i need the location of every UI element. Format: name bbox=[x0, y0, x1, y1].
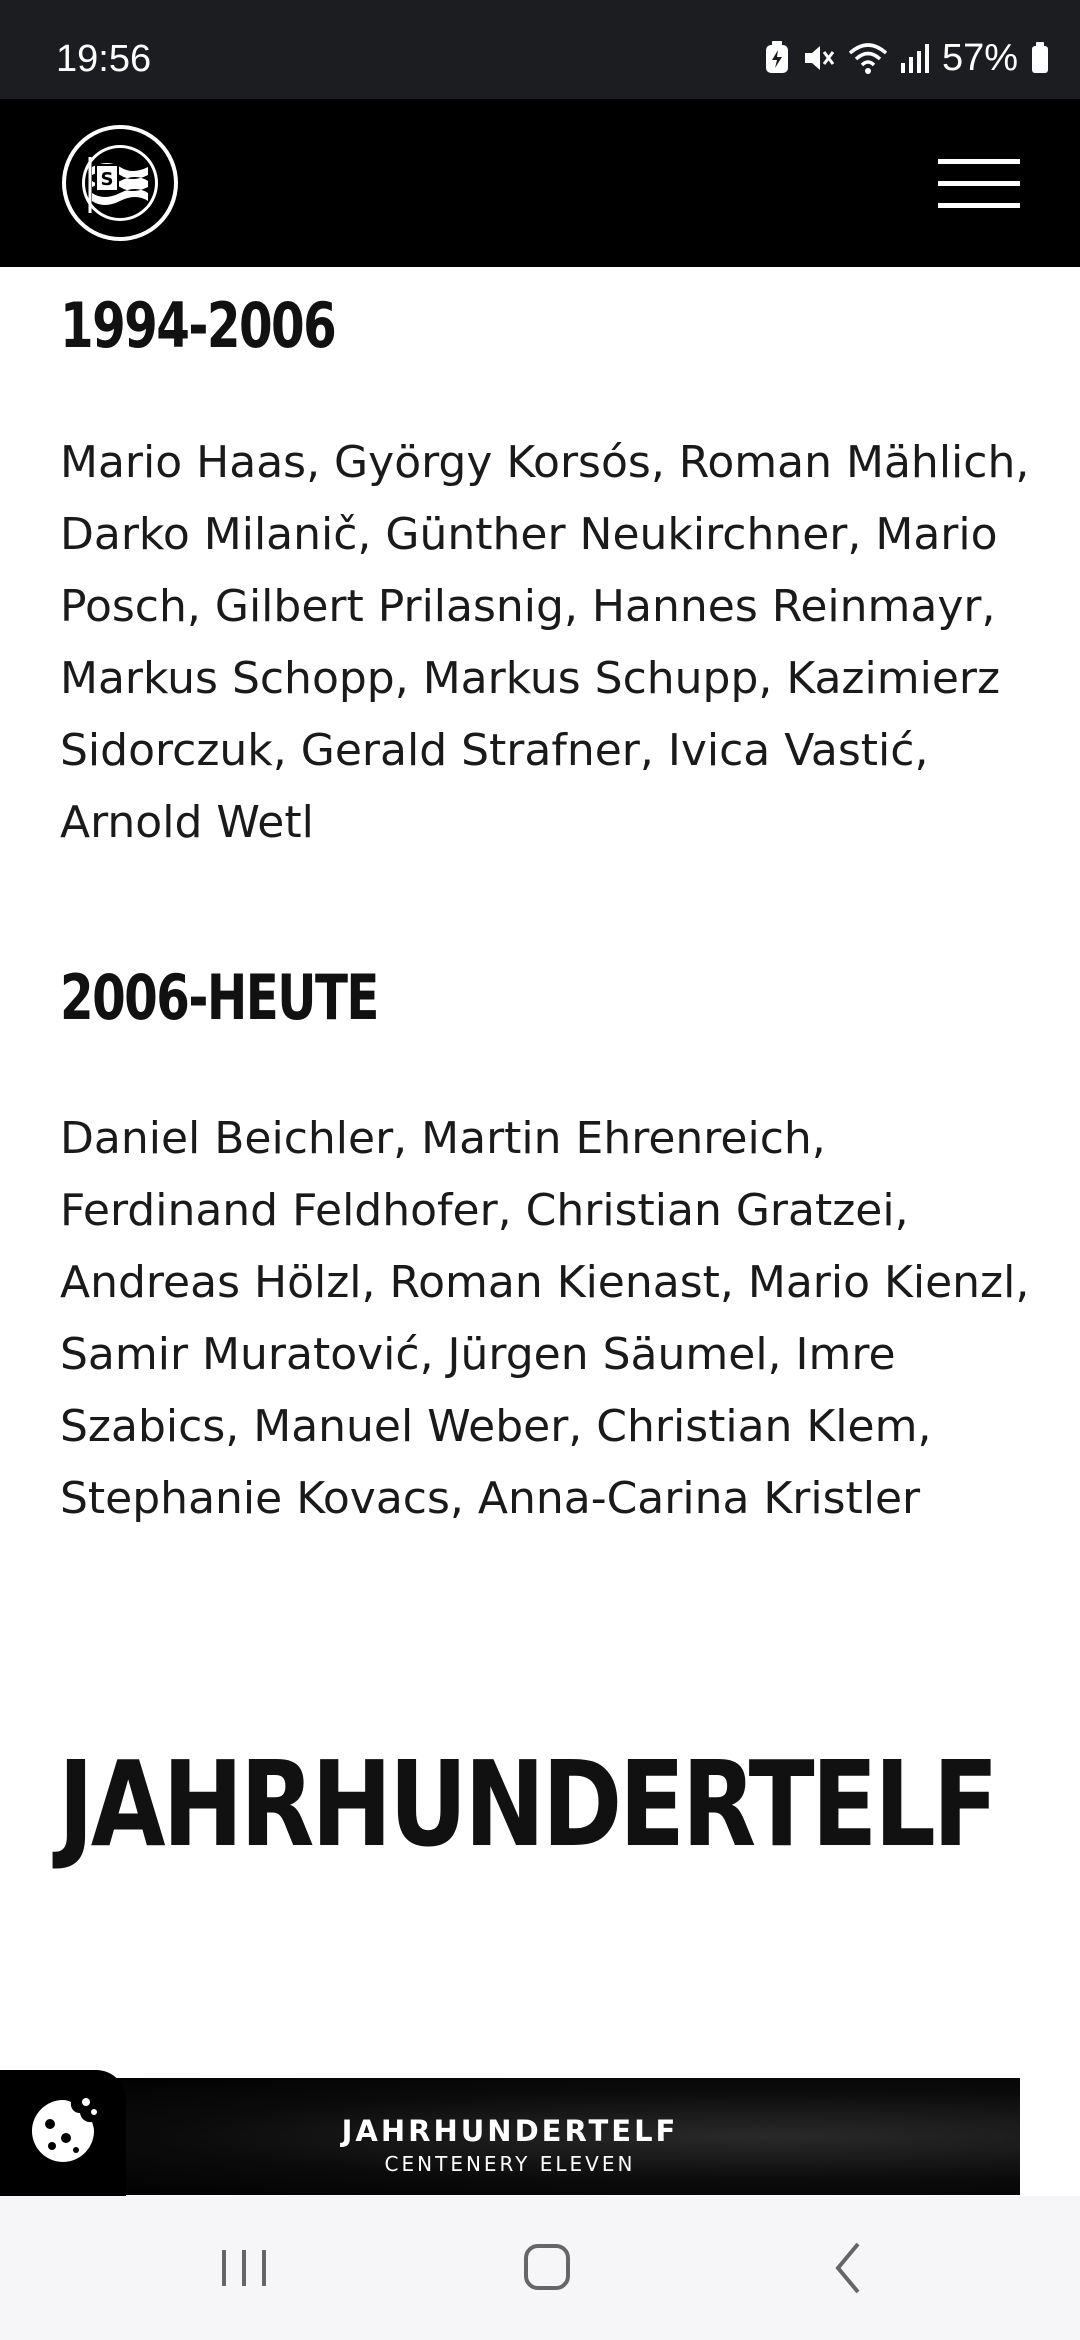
section-heading-2006-heute: 2006-HEUTE bbox=[60, 961, 378, 1034]
main-content bbox=[0, 267, 1080, 2077]
cookie-icon bbox=[26, 2094, 100, 2168]
mute-icon bbox=[802, 41, 836, 75]
players-list-1994-2006: Mario Haas, György Korsós, Roman Mählich, Darko Milanič, Günther Neukirchner, Mario Posch, Gilbert Prilasnig, Hannes Reinmayr, Markus Schopp, Markus Schupp, Kazimierz Sidorczuk, Gerald Strafner, Ivica Vastić, Arnold Wetl bbox=[60, 437, 1030, 848]
page-section-title: JAHRHUNDERTELF bbox=[58, 1735, 996, 1873]
players-list-2006-heute: Daniel Beichler, Martin Ehrenreich, Ferdinand Feldhofer, Christian Gratzei, Andreas Hölzl, Roman Kienast, Mario Kienzl, Samir Muratović, Jürgen Säumel, Imre Szabics, Manuel Weber, Christian Klem, Stephanie Kovacs, Anna-Carina Kristler bbox=[60, 1113, 1030, 1524]
battery-percentage: 57% bbox=[941, 36, 1018, 79]
battery-icon bbox=[1030, 41, 1050, 75]
recent-apps-icon bbox=[204, 2236, 284, 2300]
recent-apps-button[interactable] bbox=[204, 2236, 284, 2300]
wifi-icon bbox=[848, 41, 888, 75]
home-button[interactable] bbox=[506, 2236, 586, 2300]
cookie-settings-button[interactable] bbox=[0, 2070, 126, 2197]
back-button[interactable] bbox=[808, 2236, 888, 2300]
jahrhundertelf-banner[interactable] bbox=[0, 2078, 1020, 2195]
status-icons bbox=[764, 36, 1050, 80]
sturm-graz-crest-icon bbox=[60, 123, 180, 243]
club-logo[interactable] bbox=[60, 123, 180, 243]
menu-line bbox=[938, 203, 1020, 208]
banner-title: JAHRHUNDERTELF bbox=[341, 2114, 679, 2148]
signal-icon bbox=[900, 41, 930, 75]
battery-saver-icon bbox=[764, 41, 790, 75]
svg-text:S: S bbox=[100, 169, 114, 190]
home-icon bbox=[506, 2236, 586, 2300]
status-time: 19:56 bbox=[56, 38, 152, 80]
hamburger-menu-button[interactable] bbox=[930, 155, 1020, 211]
menu-line bbox=[938, 181, 1020, 186]
section-heading-1994-2006: 1994-2006 bbox=[60, 289, 336, 362]
site-header bbox=[0, 99, 1080, 267]
system-navigation-bar bbox=[0, 2196, 1080, 2340]
back-icon bbox=[808, 2236, 888, 2300]
status-bar bbox=[0, 0, 1080, 99]
banner-subtitle: CENTENERY ELEVEN bbox=[384, 2152, 636, 2176]
menu-line bbox=[938, 159, 1020, 164]
